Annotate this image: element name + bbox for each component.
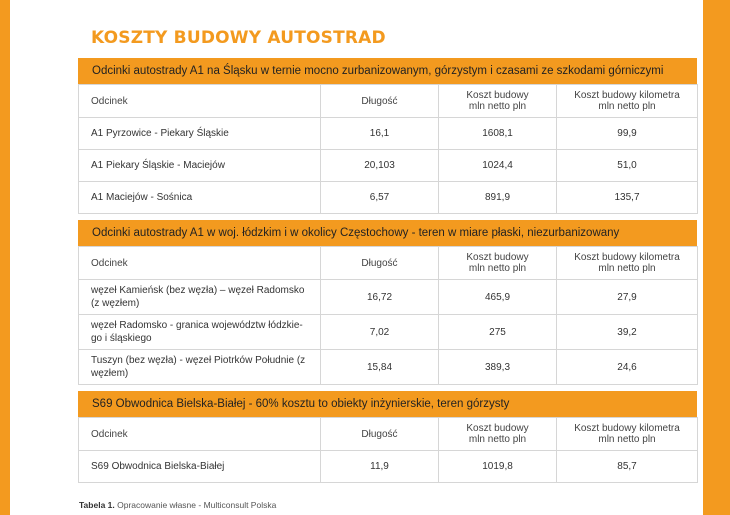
- col-header-cost-km: Koszt budowy kilometra mln netto pln: [557, 247, 698, 280]
- col-header-length: Długość: [321, 418, 439, 451]
- table-row: [79, 451, 698, 483]
- cell-cost: 891,9: [439, 182, 557, 214]
- cell-cost-km: 39,2: [557, 315, 698, 350]
- col-header-segment: Odcinek: [79, 418, 321, 451]
- col-header-cost: Koszt budowy mln netto pln: [439, 418, 557, 451]
- table-caption: [79, 500, 276, 510]
- table-row: [79, 150, 698, 182]
- section-header: Odcinki autostrady A1 na Śląsku w ternie mocno zurbanizowanym, górzystym i czasami ze szkodami górniczymi: [78, 58, 697, 84]
- caption-label: Tabela 1.: [79, 500, 115, 510]
- section-s69: [78, 391, 697, 483]
- cell-cost: 1608,1: [439, 118, 557, 150]
- col-header-segment: Odcinek: [79, 247, 321, 280]
- cell-cost-km: 99,9: [557, 118, 698, 150]
- cell-cost-km: 85,7: [557, 451, 698, 483]
- cost-table: [78, 417, 698, 483]
- cell-length: 20,103: [321, 150, 439, 182]
- cell-length: 15,84: [321, 350, 439, 385]
- cell-cost: 465,9: [439, 280, 557, 315]
- table-row: [79, 118, 698, 150]
- cost-tables: [78, 58, 697, 489]
- col-header-cost-km: Koszt budowy kilometra mln netto pln: [557, 85, 698, 118]
- cell-segment: Tuszyn (bez węzła) - węzeł Piotrków Południe (z węzłem): [79, 350, 321, 385]
- cell-segment: węzeł Radomsko - granica województw łódzkie-go i śląskiego: [79, 315, 321, 350]
- col-header-cost: Koszt budowy mln netto pln: [439, 247, 557, 280]
- cell-cost: 275: [439, 315, 557, 350]
- cost-table: [78, 84, 698, 214]
- cell-length: 7,02: [321, 315, 439, 350]
- col-header-segment: Odcinek: [79, 85, 321, 118]
- table-header-row: [79, 247, 698, 280]
- page-title: KOSZTY BUDOWY AUTOSTRAD: [91, 28, 386, 48]
- col-header-cost-km: Koszt budowy kilometra mln netto pln: [557, 418, 698, 451]
- table-row: [79, 350, 698, 385]
- cell-segment: A1 Pyrzowice - Piekary Śląskie: [79, 118, 321, 150]
- cost-table: [78, 246, 698, 385]
- cell-cost-km: 135,7: [557, 182, 698, 214]
- cell-cost-km: 27,9: [557, 280, 698, 315]
- right-accent-band: [703, 0, 730, 515]
- table-row: [79, 280, 698, 315]
- col-header-length: Długość: [321, 85, 439, 118]
- table-header-row: [79, 85, 698, 118]
- cell-segment: węzeł Kamieńsk (bez węzła) – węzeł Radomsko (z węzłem): [79, 280, 321, 315]
- caption-text: Opracowanie własne - Multiconsult Polska: [114, 500, 277, 510]
- section-a1-lodz: [78, 220, 697, 385]
- cell-length: 11,9: [321, 451, 439, 483]
- left-accent-band: [0, 0, 10, 515]
- section-a1-silesia: [78, 58, 697, 214]
- table-header-row: [79, 418, 698, 451]
- cell-cost: 1024,4: [439, 150, 557, 182]
- section-header: S69 Obwodnica Bielska-Białej - 60% kosztu to obiekty inżynierskie, teren górzysty: [78, 391, 697, 417]
- section-header: Odcinki autostrady A1 w woj. łódzkim i w okolicy Częstochowy - teren w miare płaski, niezurbanizowany: [78, 220, 697, 246]
- cell-length: 16,1: [321, 118, 439, 150]
- col-header-cost: Koszt budowy mln netto pln: [439, 85, 557, 118]
- table-row: [79, 315, 698, 350]
- cell-segment: A1 Maciejów - Sośnica: [79, 182, 321, 214]
- cell-cost-km: 51,0: [557, 150, 698, 182]
- cell-cost: 389,3: [439, 350, 557, 385]
- col-header-length: Długość: [321, 247, 439, 280]
- cell-length: 16,72: [321, 280, 439, 315]
- cell-length: 6,57: [321, 182, 439, 214]
- cell-cost: 1019,8: [439, 451, 557, 483]
- cell-segment: A1 Piekary Śląskie - Maciejów: [79, 150, 321, 182]
- cell-segment: S69 Obwodnica Bielska-Białej: [79, 451, 321, 483]
- cell-cost-km: 24,6: [557, 350, 698, 385]
- table-row: [79, 182, 698, 214]
